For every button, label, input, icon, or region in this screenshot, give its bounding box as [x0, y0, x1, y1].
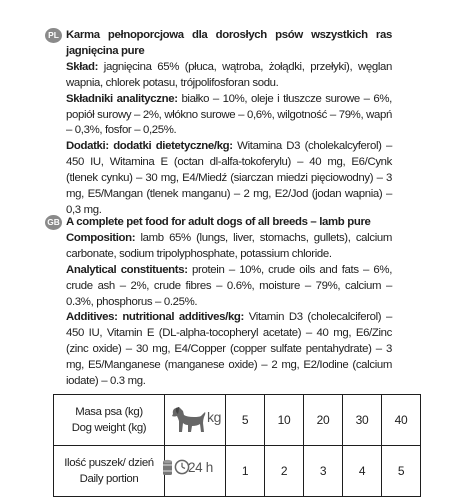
portion-value: 5	[382, 446, 421, 497]
gb-additives-heading: Additives: nutritional additives/kg:	[66, 311, 244, 324]
daily-unit: 24 h	[188, 460, 213, 475]
pl-analytical-text: białko – 10%, oleje i tłuszcze surowe – 6%, popiół surowy – 2%, włókno surowe – 0,6%, wilgotność – 79%, wapń – 0,3%, fosfor – 0,25%.	[66, 92, 392, 137]
pl-language-badge: PL	[45, 28, 62, 43]
weight-value: 10	[265, 395, 304, 446]
pl-title	[66, 28, 392, 60]
gb-analytical-text: protein – 10%, crude oils and fats – 6%, crude ash – 2%, crude fibres – 0.6%, moisture – 79%, calcium – 0.3%, phosphorus – 0.25%.	[66, 263, 393, 308]
portion-value: 1	[226, 446, 265, 497]
feeding-table	[53, 394, 421, 497]
weight-value: 40	[382, 395, 421, 446]
weight-value: 30	[343, 395, 382, 446]
gb-composition	[66, 231, 392, 263]
weight-icon-cell	[165, 395, 226, 446]
pl-title-text: Karma pełnoporcjowa dla dorosłych psów wszystkich ras jagnięcina pure	[66, 29, 392, 57]
daily-portion-row	[54, 446, 421, 497]
pl-section	[48, 28, 392, 219]
gb-title-text: A complete pet food for adult dogs of all breeds – lamb pure	[66, 216, 371, 228]
gb-language-badge: GB	[45, 215, 62, 230]
food-can-icon	[162, 459, 173, 477]
gb-analytical	[66, 263, 392, 311]
weight-value: 5	[226, 395, 265, 446]
gb-additives	[66, 310, 392, 390]
weight-row	[54, 395, 421, 446]
pl-analytical	[66, 92, 392, 140]
daily-label-pl: Ilość puszek/ dzień	[64, 457, 154, 469]
pl-analytical-heading: Składniki analityczne:	[66, 92, 178, 105]
feeding-table-wrap	[53, 394, 421, 497]
pl-additives-text: Witamina D3 (cholekalcyferol) – 450 IU, Witamina E (octan dl-alfa-tokoferylu) – 40 mg, E6/Cynk (tlenek cynku) – 30 mg, E4/Miedź (siarczan miedzi pięciowodny) – 3 mg, E5/Mangan (tlenek manganu) – 2 mg, E2/Jod (jodan wapnia) – 0,3 mg.	[66, 140, 392, 216]
pl-additives-heading: Dodatki: dodatki dietetyczne/kg:	[66, 140, 233, 153]
daily-row-label	[54, 446, 165, 497]
weight-label-pl: Masa psa (kg)	[75, 406, 143, 418]
gb-additives-text: Vitamin D3 (cholecalciferol) – 450 IU, Vitamin E (DL-alpha-tocopheryl acetate) – 40 mg, E6/Zinc (zinc oxide) – 30 mg, E4/Copper (copper sulfate pentahydrate) – 3 mg, E5/Manganese (manganese oxide) – 2 mg, E2/Iodine (calcium iodate) – 0.3 mg.	[66, 311, 392, 388]
portion-value: 3	[304, 446, 343, 497]
weight-value: 20	[304, 395, 343, 446]
pl-composition-heading: Skład:	[66, 60, 99, 73]
daily-label-gb: Daily portion	[79, 473, 139, 485]
portion-value: 2	[265, 446, 304, 497]
gb-analytical-heading: Analytical constituents:	[66, 263, 188, 276]
portion-value: 4	[343, 446, 382, 497]
daily-icon-cell	[165, 446, 226, 497]
weight-label-gb: Dog weight (kg)	[71, 422, 147, 434]
gb-composition-heading: Composition:	[66, 231, 136, 244]
pl-composition	[66, 60, 392, 92]
gb-composition-text: lamb 65% (lungs, liver, stomachs, gullets), calcium carbonate, sodium tripolyphosphate, potassium chloride.	[66, 231, 392, 260]
weight-unit: kg	[207, 409, 222, 425]
gb-title	[66, 215, 392, 231]
dog-silhouette-icon	[169, 405, 207, 435]
weight-row-label	[54, 395, 165, 446]
pl-composition-text: jagnięcina 65% (płuca, wątroba, żołądki, przełyki), węglan wapnia, chlorek potasu, trójpolifosforan sodu.	[66, 60, 392, 89]
gb-section	[47, 215, 393, 390]
pl-additives	[66, 139, 392, 219]
